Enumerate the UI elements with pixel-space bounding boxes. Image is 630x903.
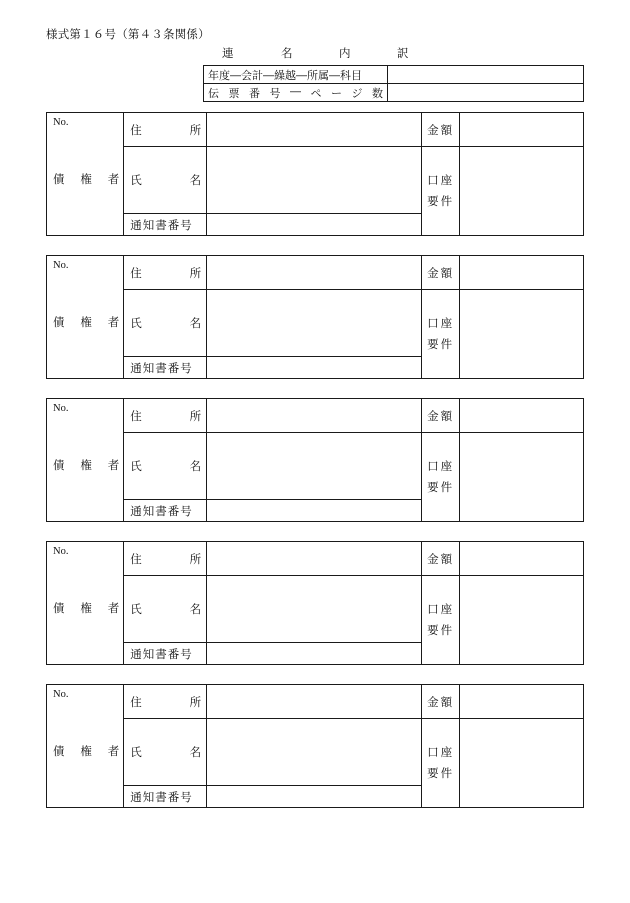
notice-number-field[interactable] [207,643,422,665]
notice-number-field[interactable] [207,500,422,522]
amount-field[interactable] [460,542,584,576]
label-char: ジ [351,86,363,100]
label-char: 所 [189,551,202,566]
name-label [124,147,207,214]
no-label: No. [53,117,69,128]
name-label [124,433,207,500]
block-row-address [47,256,584,290]
label-char: 債 [53,172,65,186]
label-char: 氏 [130,602,142,616]
notice-number-field[interactable] [207,786,422,808]
address-field[interactable] [207,542,422,576]
block-row-name [47,719,584,786]
block-row-address [47,113,584,147]
address-field[interactable] [207,685,422,719]
label-char: 者 [107,601,120,615]
creditor-block [46,255,584,379]
header-table [203,65,584,102]
creditor-block [46,684,584,808]
no-label: No. [53,689,69,700]
account-label-line1: 口座 [427,173,455,187]
name-field[interactable] [207,576,422,643]
label-char: 名 [189,745,202,759]
address-label [124,399,207,433]
label-char: 氏 [130,173,142,187]
account-label-line1: 口座 [427,459,455,473]
form-number: 様式第１６号（第４３条関係） [46,27,210,41]
label-char: 住 [130,551,142,566]
amount-field[interactable] [460,685,584,719]
voucher-page-label [204,84,388,102]
label-char: 所 [189,408,202,423]
notice-number-label: 通知書番号 [124,214,207,236]
fiscal-account-label: 年度―会計―繰越―所属―科目 [204,66,388,84]
account-label [422,576,460,665]
account-field[interactable] [460,147,584,236]
amount-field[interactable] [460,399,584,433]
account-label-line1: 口座 [427,316,455,330]
account-field[interactable] [460,290,584,379]
creditor-block [46,112,584,236]
notice-number-field[interactable] [207,357,422,379]
label-char: 権 [80,601,92,615]
block-row-address [47,685,584,719]
address-label [124,113,207,147]
creditor-label [53,743,119,759]
label-char: 号 [269,86,281,100]
account-label-line1: 口座 [427,745,455,759]
account-label [422,433,460,522]
creditor-label [53,600,119,616]
header-row-voucher [204,84,584,102]
label-char: 所 [189,694,202,709]
creditor-cell [47,542,124,665]
label-char: 債 [53,601,65,615]
label-char: 権 [80,315,92,329]
label-char: 者 [107,458,120,472]
address-label [124,256,207,290]
address-label [124,542,207,576]
title-char: 連 [222,46,234,60]
creditor-cell [47,399,124,522]
name-field[interactable] [207,147,422,214]
block-row-address [47,542,584,576]
label-char: 番 [249,86,260,100]
account-field[interactable] [460,433,584,522]
no-label: No. [53,403,69,414]
account-label-line2: 要件 [427,194,455,208]
creditor-cell [47,256,124,379]
label-char: 債 [53,458,65,472]
notice-number-label: 通知書番号 [124,643,207,665]
title-char: 内 [339,46,351,60]
header-row-fiscal [204,66,584,84]
label-char: 所 [189,265,202,280]
name-label [124,290,207,357]
account-label [422,290,460,379]
notice-number-label: 通知書番号 [124,357,207,379]
fiscal-account-field[interactable] [388,66,584,84]
account-label-line2: 要件 [427,766,455,780]
creditor-cell [47,113,124,236]
address-field[interactable] [207,256,422,290]
label-char: 名 [189,602,202,616]
no-label: No. [53,546,69,557]
name-label [124,576,207,643]
account-label-line1: 口座 [427,602,455,616]
name-field[interactable] [207,719,422,786]
name-field[interactable] [207,290,422,357]
creditor-label [53,171,119,187]
label-char: 所 [189,122,202,137]
account-field[interactable] [460,719,584,808]
notice-number-field[interactable] [207,214,422,236]
account-label [422,147,460,236]
label-char: 住 [130,694,142,709]
voucher-page-field[interactable] [388,84,584,102]
label-char: 名 [189,173,202,187]
label-char: 票 [228,86,240,100]
label-char: 住 [130,408,142,423]
block-row-name [47,433,584,500]
label-char: 権 [80,172,92,186]
label-char: 名 [189,316,202,330]
label-char: ー [331,86,342,100]
name-field[interactable] [207,433,422,500]
label-char: 権 [80,744,92,758]
label-char: 氏 [130,316,142,330]
amount-label: 金額 [422,113,460,147]
label-char: 住 [130,122,142,137]
label-char: 債 [53,744,65,758]
account-label-line2: 要件 [427,337,455,351]
amount-label: 金額 [422,399,460,433]
no-label: No. [53,260,69,271]
account-label-line2: 要件 [427,480,455,494]
creditor-label [53,457,119,473]
address-label [124,685,207,719]
creditor-block [46,398,584,522]
block-row-name [47,290,584,357]
notice-number-label: 通知書番号 [124,786,207,808]
title-char: 訳 [397,46,409,60]
label-char: 債 [53,315,65,329]
amount-label: 金額 [422,542,460,576]
creditor-label [53,314,119,330]
amount-field[interactable] [460,113,584,147]
creditor-block [46,541,584,665]
label-char: 者 [107,744,120,758]
label-char: ― [290,84,301,98]
block-row-name [47,147,584,214]
amount-label: 金額 [422,685,460,719]
label-char: 伝 [208,86,219,100]
label-char: 住 [130,265,142,280]
block-row-address [47,399,584,433]
account-label [422,719,460,808]
label-char: ペ [310,86,322,100]
title-char: 名 [281,46,293,60]
name-label [124,719,207,786]
address-field[interactable] [207,399,422,433]
amount-label: 金額 [422,256,460,290]
account-field[interactable] [460,576,584,665]
amount-field[interactable] [460,256,584,290]
block-row-name [47,576,584,643]
label-char: 者 [107,315,120,329]
label-char: 数 [372,86,383,100]
creditor-cell [47,685,124,808]
label-char: 名 [189,459,202,473]
label-char: 者 [107,172,120,186]
address-field[interactable] [207,113,422,147]
account-label-line2: 要件 [427,623,455,637]
label-char: 権 [80,458,92,472]
notice-number-label: 通知書番号 [124,500,207,522]
label-char: 氏 [130,745,142,759]
label-char: 氏 [130,459,142,473]
